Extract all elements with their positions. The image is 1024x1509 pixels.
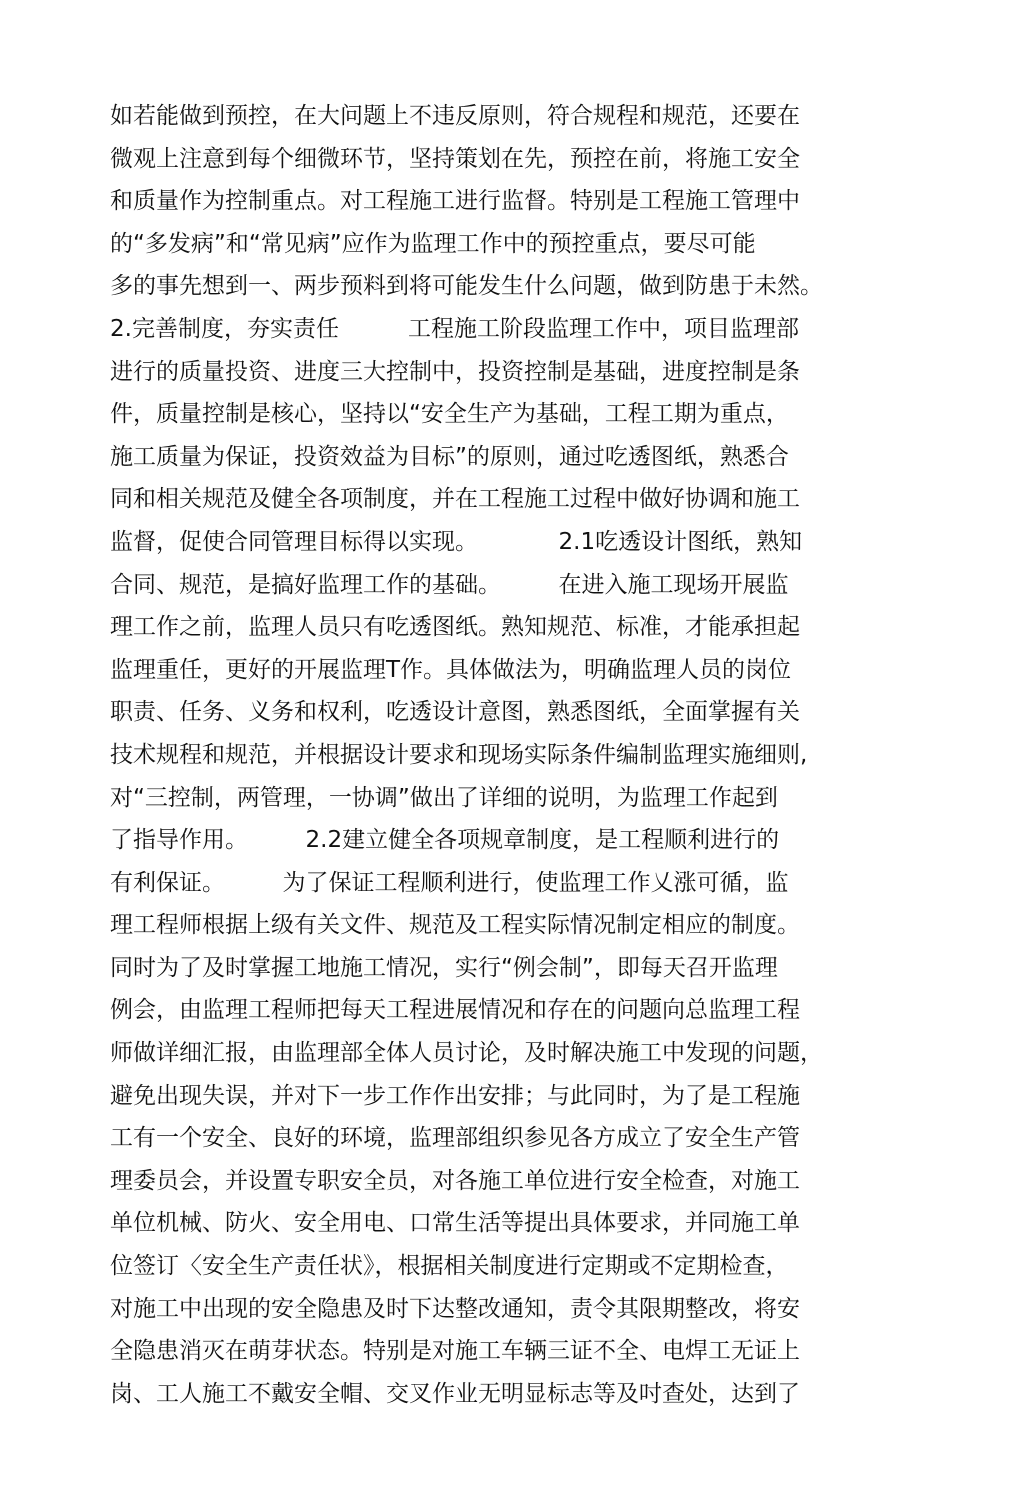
text-line: 2.完善制度，夯实责任 工程施工阶段监理工作中，项目监理部 [110, 315, 799, 342]
text-line: 如若能做到预控，在大问题上不违反原则，符合规程和规范，还要在 [110, 103, 800, 129]
text-line: 避免出现失误，并对下一步工作作出安排；与此同时，为了是工程施 [110, 1082, 800, 1109]
text-line: 位签订〈安全生产责任状》，根据相关制度进行定期或不定期检查， [110, 1253, 789, 1280]
text-line: 对施工中出现的安全隐患及时下达整改通知，责令其限期整改，将安 [110, 1295, 800, 1322]
text-line: 工有一个安全、良好的环境，监理部组织参见各方成立了安全生产管 [110, 1125, 800, 1152]
text-line: 职责、任务、义务和权利，吃透设计意图，熟悉图纸，全面掌握有关 [110, 699, 800, 726]
text-line: 和质量作为控制重点。对工程施工进行监督。特别是工程施工管理中 [110, 188, 800, 215]
body-text [110, 95, 890, 1415]
text-line: 监理重任，更好的开展监理T作。具体做法为，明确监理人员的岗位 [110, 656, 792, 683]
text-line: 岗、工人施工不戴安全帽、交叉作业无明显标志等及吋查处，达到了 [110, 1380, 800, 1407]
text-line: 理工作之前，监理人员只有吃透图纸。熟知规范、标准，才能承担起 [110, 614, 800, 641]
text-line: 施工质量为保证，投资效益为目标”的原则，通过吃透图纸，熟悉合 [110, 443, 789, 470]
text-line: 师做详细汇报，由监理部全体人员讨论，及时解决施工中发现的问题， [110, 1040, 823, 1067]
text-line: 微观上注意到每个细微环节，坚持策划在先，预控在前，将施工安全 [110, 145, 800, 172]
text-line: 监督，促使合同管理目标得以实现。 2.1吃透设计图纸，熟知 [110, 528, 803, 555]
text-line: 全隐患消灭在萌芽状态。特别是对施工车辆三证不全、电焊工无证上 [110, 1338, 800, 1365]
text-line: 的“多发病”和“常见病”应作为监理工作中的预控重点，要尽可能 [110, 230, 756, 257]
text-line: 同时为了及时掌握工地施工情况，实行“例会制”，即每天召开监理 [110, 954, 778, 981]
text-line: 理工程师根据上级有关文件、规范及工程实际情况制定相应的制度。 [110, 912, 800, 939]
text-line: 进行的质量投资、进度三大控制中，投资控制是基础，进度控制是条 [110, 358, 800, 385]
text-line: 理委员会，并设置专职安全员，对各施工单位进行安全检查，对施工 [110, 1167, 800, 1194]
text-line: 单位机械、防火、安全用电、口常生活等提出具体要求，并同施工单 [110, 1210, 800, 1237]
text-line: 同和相关规范及健全各项制度，并在工程施工过程中做好协调和施工 [110, 486, 800, 513]
text-line: 件，质量控制是核心，坚持以“安全生产为基础，工程工期为重点， [110, 401, 789, 428]
text-line: 对“三控制，两管理，一协调”做出了详细的说明，为监理工作起到 [110, 784, 778, 811]
text-line: 了指导作用。 2.2建立健全各项规章制度，是工程顺利进行的 [110, 827, 780, 854]
text-line: 多的事先想到一、两步预料到将可能发生什么问题，做到防患于未然。 [110, 273, 823, 300]
text-line: 技术规程和规范，并根据设计要求和现场实际条件编制监理实施细则, [110, 741, 808, 768]
text-line: 例会，由监理工程师把每天工程进展情况和存在的问题向总监理工程 [110, 997, 800, 1024]
text-line: 有利保证。 为了保证工程顺利进行，使监理工作乂涨可循，监 [110, 869, 789, 896]
text-line: 合同、规范，是搞好监理工作的基础。 在进入施工现场开展监 [110, 571, 789, 598]
